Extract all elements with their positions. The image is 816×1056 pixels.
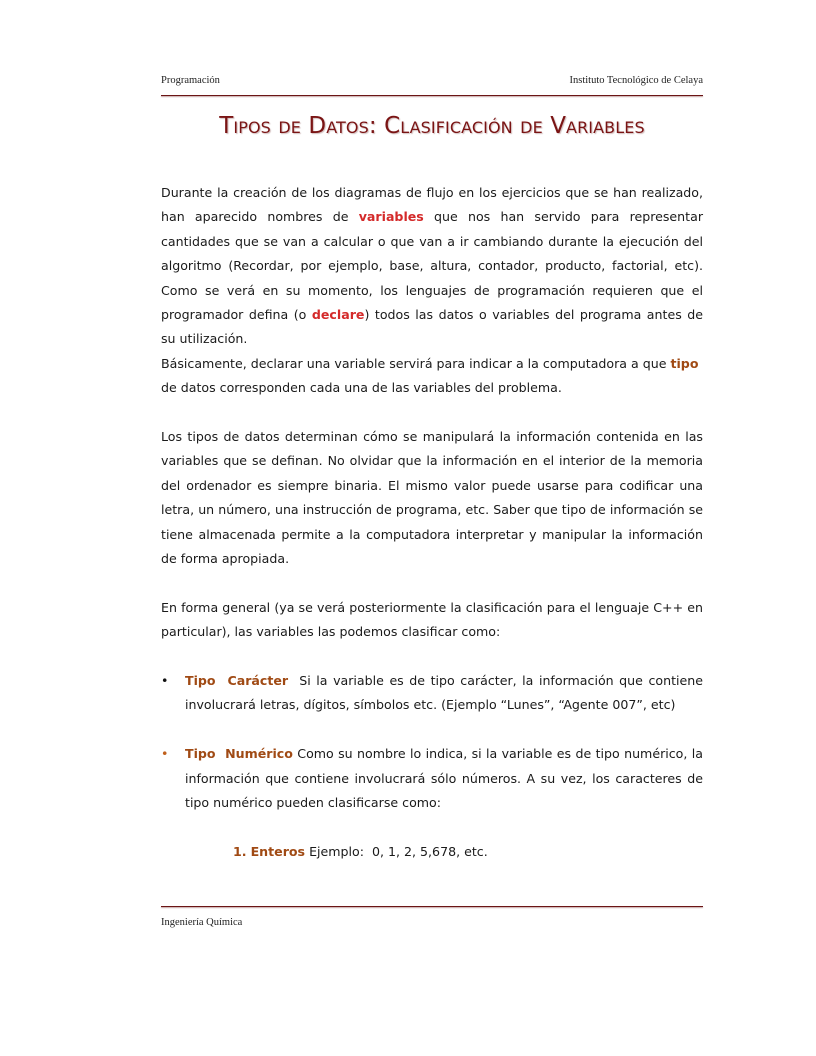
text: que nos han servido para representar cantidades que se van a calcular o que van a ir cambiando durante la ejecución del algoritmo (Recordar, por ejemplo, base, altura, contador, producto, factorial, etc). Como se verá en su momento, los lenguajes de programación requieren que el programador defina (o — [161, 209, 703, 323]
paragraph-classification: En forma general (ya se verá posteriormente la clasificación para el lenguaje C++ en particular), las variables las podemos clasificar como: — [161, 599, 703, 640]
bullet-icon: • — [161, 673, 169, 689]
keyword-variables: variables — [358, 209, 424, 225]
paragraph-declare — [161, 352, 703, 401]
text: Básicamente, declarar una variable servirá para indicar a la computadora a que — [161, 355, 671, 371]
term-character-type: Tipo Carácter — [185, 673, 289, 689]
header-institution: Instituto Tecnológico de Celaya — [569, 75, 703, 86]
page-title: Tipos de Datos: Clasificación de Variables — [219, 113, 645, 139]
term-numeric-type: Tipo Numérico — [185, 746, 293, 762]
paragraph-intro — [161, 181, 703, 352]
text: ) todos las datos o variables del programa antes de su utilización. — [161, 307, 704, 347]
term-integers: Enteros — [250, 843, 306, 859]
header-course: Programación — [161, 75, 220, 86]
text: de datos corresponden cada una de las variables del problema. — [161, 380, 562, 396]
text: Como su nombre lo indica, si la variable es de tipo numérico, la información que contiene involucrará sólo números. A su vez, los caracteres de tipo numérico pueden clasificarse como: — [185, 746, 703, 811]
keyword-tipo: tipo — [670, 355, 699, 371]
list-item-numeric-type — [161, 742, 703, 815]
text: Ejemplo: 0, 1, 2, 5,678, etc. — [305, 843, 488, 859]
text: Durante la creación de los diagramas de flujo en los ejercicios que se han realizado, han aparecido nombres de — [161, 185, 703, 225]
paragraph-data-types: Los tipos de datos determinan cómo se manipulará la información contenida en las variables que se definan. No olvidar que la información en el interior de la memoria del ordenador es siempre binaria. El mismo valor puede usarse para codificar una letra, un número, una instrucción de programa, etc. Saber que tipo de información se tiene almacenada permite a la computadora interpretar y manipular la información de forma apropiada. — [161, 429, 703, 567]
keyword-declare: declare — [311, 307, 365, 323]
text: Si la variable es de tipo carácter, la información que contiene involucrará letras, dígitos, símbolos etc. (Ejemplo “Lunes”, “Agente 007”, etc) — [185, 673, 708, 713]
bullet-icon: • — [161, 746, 169, 762]
numbered-item-integers — [161, 840, 703, 864]
footer-rule — [161, 906, 703, 907]
list-number: 1. — [233, 843, 247, 859]
list-item-character-type — [161, 669, 708, 718]
document-body — [161, 181, 708, 864]
running-header — [161, 75, 703, 91]
running-footer: Ingeniería Química — [161, 917, 243, 928]
header-rule — [161, 95, 703, 96]
